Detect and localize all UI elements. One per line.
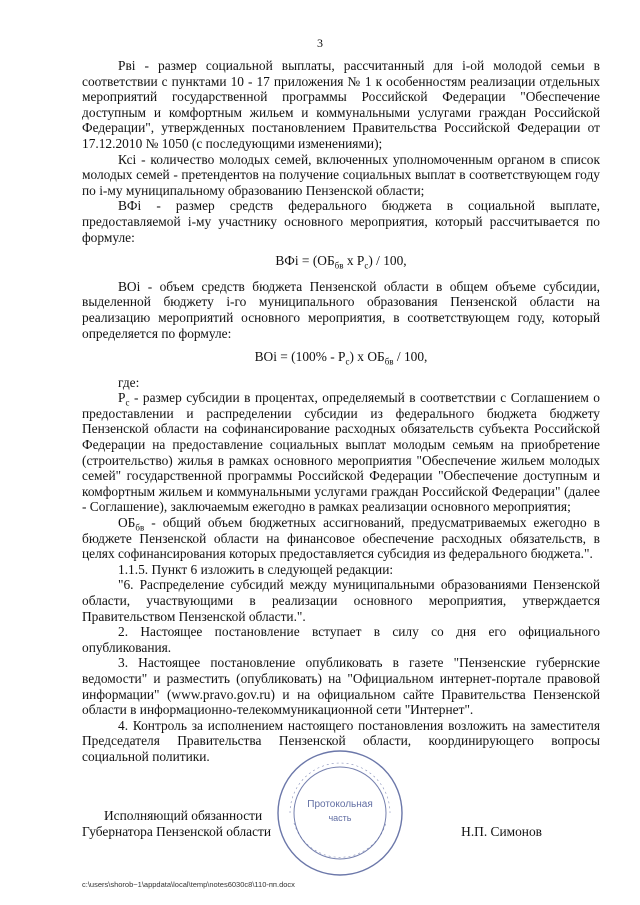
- paragraph-rvi: Рвi - размер социальной выплаты, рассчитанный для i-ой молодой семьи в соответствии с пунктами 10 - 17 приложения № 1 к особенностям реализации отдельных мероприятий государственной программы Российской Федерации "Обеспечение доступным и комфортным жильем и коммунальными услугами граждан Российской Федерации", утвержденных постановлением Правительства Российской Федерации от 17.12.2010 № 1050 (с последующими изменениями);: [82, 58, 600, 151]
- formula-voi: ВОi = $(100\% - Р_с)$ х $ОБ_{бв} / 100$,: [254, 349, 428, 367]
- paragraph-4: 4. Контроль за исполнением настоящего постановления возложить на заместителя Председателя Правительства Пензенской области, координирующего вопросы социальной политики.: [82, 717, 600, 764]
- paragraph-2: 2. Настоящее постановление вступает в силу со дня его официального опубликования.: [82, 624, 600, 655]
- paragraph-1-1-5: 1.1.5. Пункт 6 изложить в следующей редакции:: [118, 561, 394, 577]
- where-label: где:: [118, 374, 140, 390]
- page-number: 3: [317, 36, 323, 50]
- file-path-footer: c:\users\shorob~1\appdata\local\temp\notes6030c8\110-пп.docx: [82, 880, 295, 889]
- paragraph-ksi: Ксi - количество молодых семей, включенных уполномоченным органом в список молодых семей - претендентов на получение социальных выплат в соответствующем году по i-му муниципальному образованию Пензенской области;: [82, 151, 600, 198]
- stamp-text-line2: часть: [328, 813, 352, 823]
- document-body: [82, 58, 600, 765]
- paragraph-voi: ВОi - объем средств бюджета Пензенской области в общем объеме субсидии, выделенной бюджету i-го муниципального образования Пензенской области на реализацию мероприятий основного мероприятия, в соответствующем году, который определяется по формуле:: [82, 278, 600, 341]
- signatory-name: Н.П. Симонов: [461, 824, 542, 839]
- stamp-text-line1: Протокольная: [307, 799, 373, 810]
- paragraph-vfi: ВФi - размер средств федерального бюджета в социальной выплате, предоставляемой i-му участнику основного мероприятия, который рассчитывается по формуле:: [82, 198, 600, 245]
- paragraph-3: 3. Настоящее постановление опубликовать в газете "Пензенские губернские ведомости" и разместить (опубликовать) на "Официальном интернет-портале правовой информации" (www.pravo.gov.ru) и на официальном сайте Правительства Пензенской области в информационно-телекоммуникационной сети "Интернет".: [82, 655, 600, 718]
- paragraph-obv: $ОБ_{бв}$ - общий объем бюджетных ассигнований, предусматриваемых ежегодно в бюджете Пензенской области на финансовое обеспечение расходных обязательств, в целях софинансирования которых предоставляется субсидия из федерального бюджета.".: [82, 515, 600, 562]
- formula-vfi: ВФi = ($ОБ_{бв}$ х $Р_с) / 100$,: [275, 253, 407, 271]
- signature-title-line2: Губернатора Пензенской области: [82, 824, 272, 839]
- official-seal-stamp: [272, 745, 408, 881]
- paragraph-rc: $Р_с$ - размер субсидии в процентах, определяемый в соответствии с Соглашением о предоставлении и распределении субсидии из федерального бюджета бюджету Пензенской области на софинансирование расходных обязательств субъекта Российской Федерации на предоставление социальных выплат молодым семьям на приобретение (строительство) жилья в рамках основного мероприятия "Обеспечение жильем молодых семей" государственной программы Российской Федерации "Обеспечение доступным и комфортным жильем и коммунальными услугами граждан Российской Федерации" (далее - Соглашение), заключаемым ежегодно в рамках реализации основного мероприятия;: [82, 390, 600, 515]
- paragraph-point-6: "6. Распределение субсидий между муниципальными образованиями Пензенской области, участвующими в реализации основного мероприятия, утверждается Правительством Пензенской области.".: [82, 577, 600, 624]
- signature-title-line1: Исполняющий обязанности: [104, 808, 263, 823]
